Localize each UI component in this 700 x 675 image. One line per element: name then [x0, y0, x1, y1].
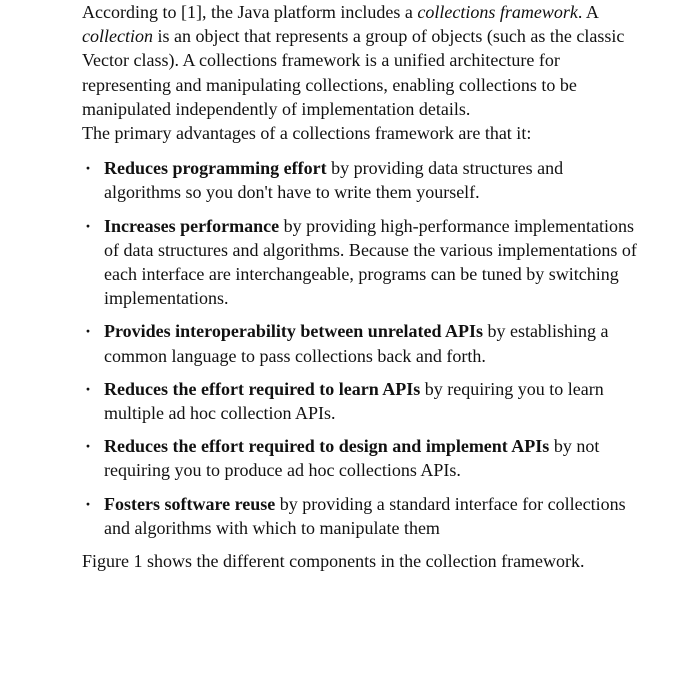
advantage-title: Reduces programming effort: [104, 158, 327, 179]
advantage-title: Increases performance: [104, 215, 280, 236]
figure-reference-paragraph: Figure 1 shows the different components in the collection framework.: [82, 551, 585, 572]
advantage-description: by requiring you to learn multiple ad hoc collection APIs.: [104, 378, 604, 424]
intro-text-2: . A: [577, 2, 598, 22]
advantage-description: by providing data structures and algorithms so you don't have to write them yourself.: [104, 158, 564, 203]
advantage-description: by not requiring you to produce ad hoc collections APIs.: [104, 436, 600, 481]
intro-text-1: According to [1], the Java platform includes a: [82, 2, 418, 22]
advantages-lead-paragraph: The primary advantages of a collections framework are that it:: [82, 123, 532, 144]
advantage-item: [82, 377, 642, 425]
bullet-dot-icon: ·: [85, 378, 92, 399]
advantage-item: [82, 156, 642, 204]
bullet-dot-icon: ·: [85, 158, 92, 179]
intro-text-3: is an object that represents a group of objects (such as the classic Vector class). A collections framework is a unified architecture for representing and manipulating collections, enabling collections to be manipulated independently of implementation details.: [82, 26, 625, 119]
bullet-dot-icon: ·: [85, 215, 92, 236]
intro-italic-collections-framework: collections framework: [417, 2, 578, 22]
intro-paragraph: [82, 0, 642, 121]
bullet-dot-icon: ·: [85, 493, 92, 514]
advantage-description: by establishing a common language to pass collections back and forth.: [104, 321, 609, 366]
advantage-item: [82, 434, 642, 482]
advantage-title: Reduces the effort required to design and implement APIs: [104, 436, 550, 457]
advantages-list: [82, 156, 642, 540]
bullet-dot-icon: ·: [85, 436, 92, 457]
advantage-description: by providing a standard interface for collections and algorithms with which to manipulate them: [104, 493, 626, 538]
advantage-title: Provides interoperability between unrelated APIs: [104, 321, 483, 342]
advantage-item: [82, 214, 642, 311]
document-page: [82, 0, 642, 573]
advantage-item: [82, 319, 642, 367]
intro-italic-collection: collection: [82, 26, 153, 47]
advantage-title: Reduces the effort required to learn APIs: [104, 378, 421, 399]
advantage-title: Fosters software reuse: [104, 493, 276, 514]
bullet-dot-icon: ·: [85, 321, 92, 342]
advantage-item: [82, 492, 642, 540]
advantage-description: by providing high-performance implementations of data structures and algorithms. Because the various implementations of each interface are interchangeable, programs can be tuned by switching implementations.: [104, 215, 637, 309]
